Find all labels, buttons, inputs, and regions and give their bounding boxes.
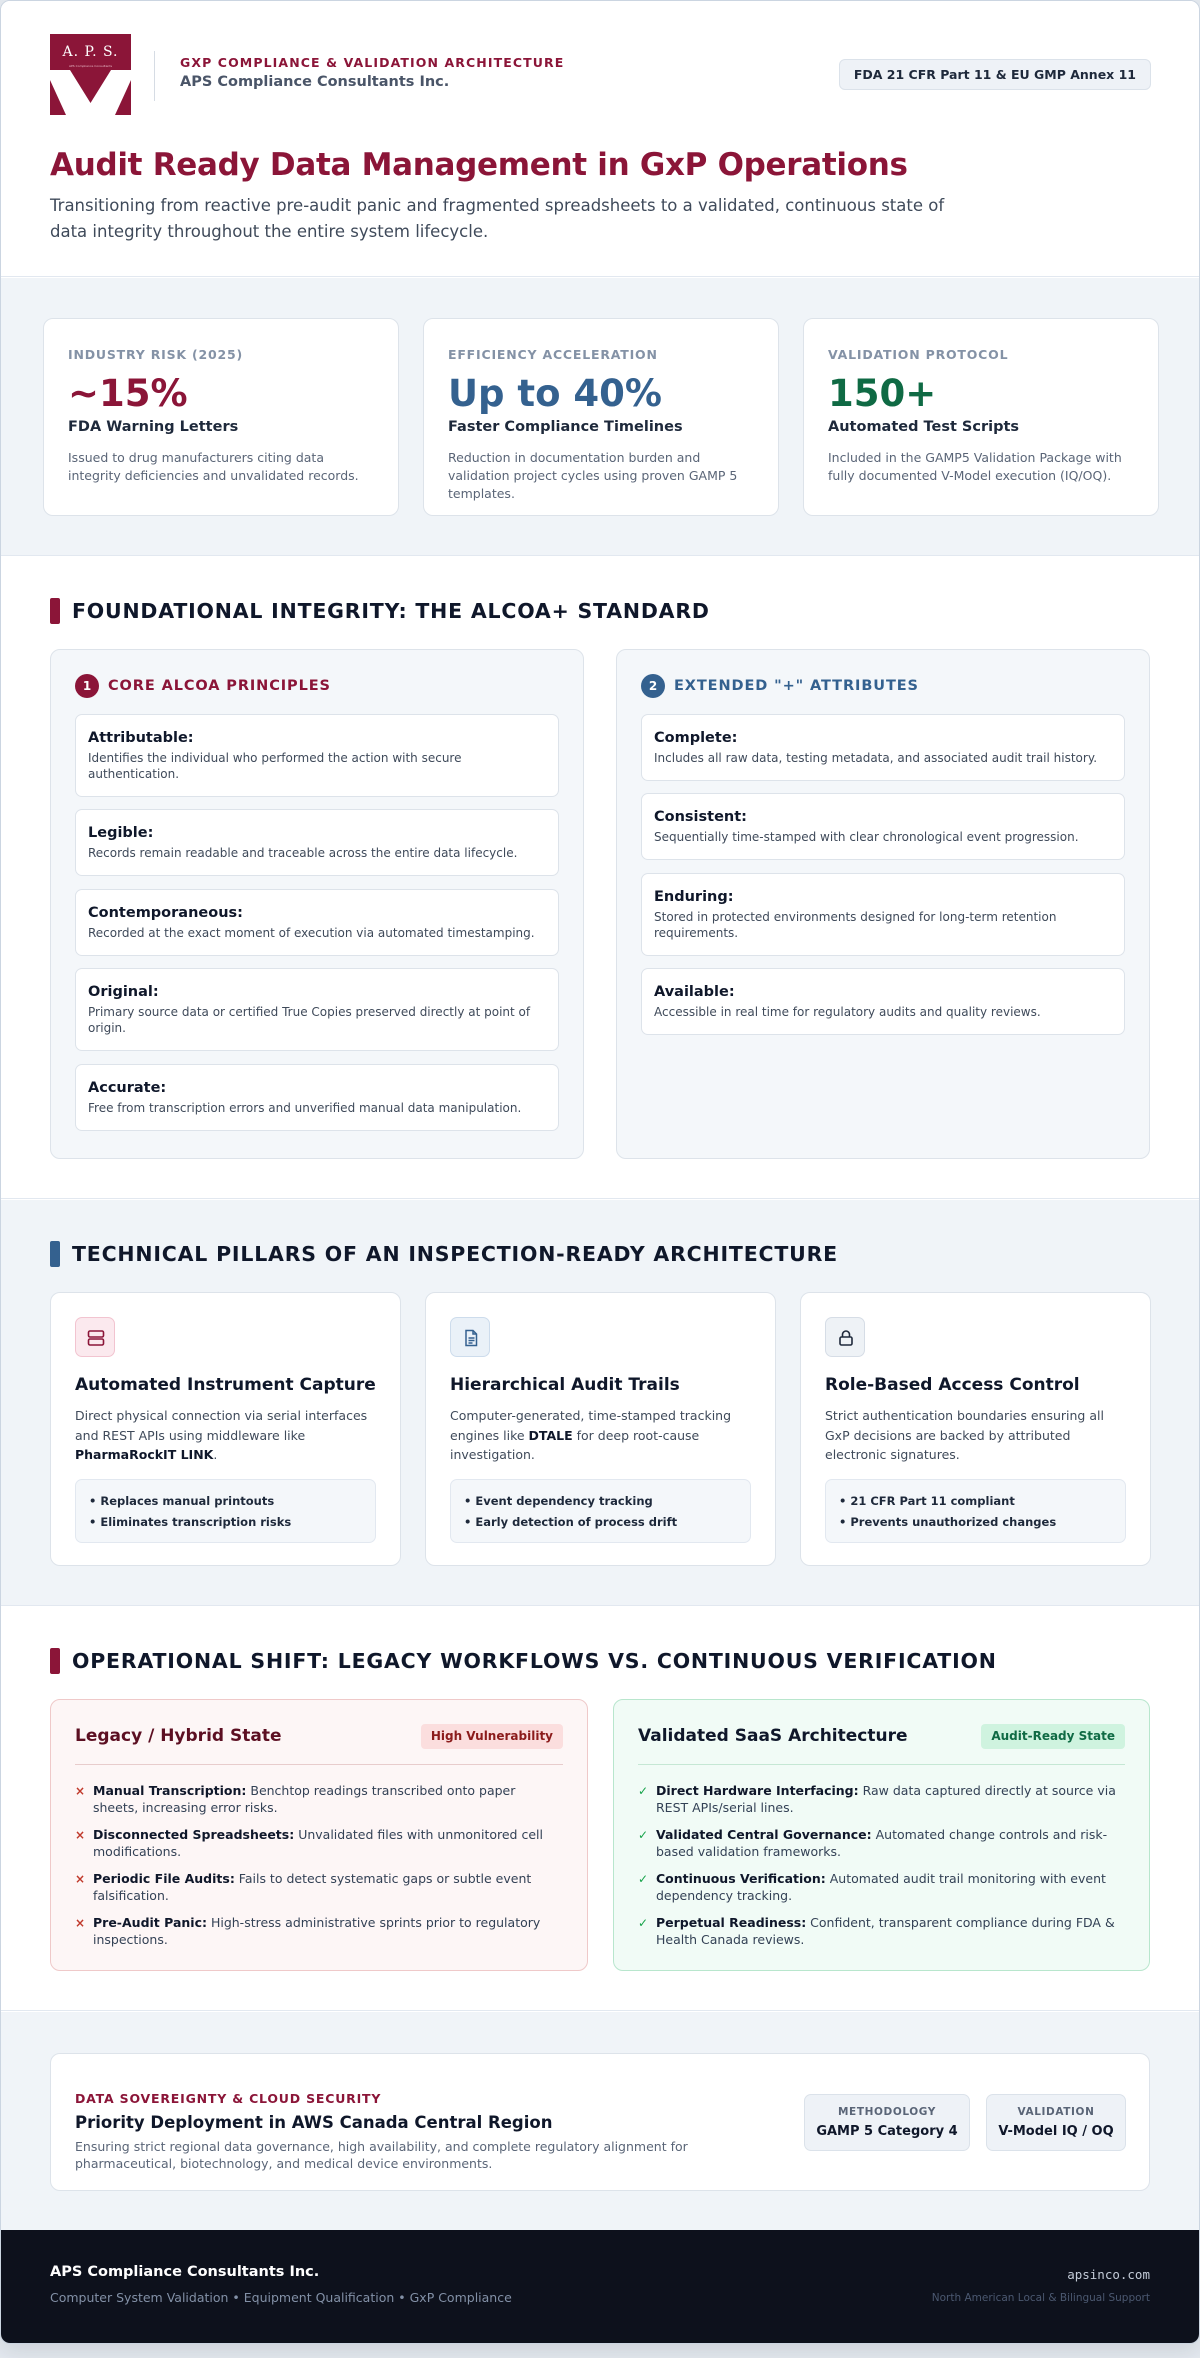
stat-description: Included in the GAMP5 Validation Package with fully documented V-Model execution (IQ/OQ). xyxy=(828,450,1122,483)
deployment-title: Priority Deployment in AWS Canada Central Region xyxy=(75,2113,553,2132)
deployment-card xyxy=(50,2053,1150,2191)
attribute-card-available xyxy=(641,968,1125,1035)
check-icon: ✓ xyxy=(638,1916,649,1930)
stat-card-efficiency xyxy=(423,318,779,516)
cross-icon: × xyxy=(75,1828,86,1842)
check-icon: ✓ xyxy=(638,1872,649,1886)
footer-services: Computer System Validation • Equipment Qualification • GxP Compliance xyxy=(50,2290,512,2305)
pillar-bullet: • 21 CFR Part 11 compliant xyxy=(839,1494,1015,1508)
footer-support-note: North American Local & Bilingual Support xyxy=(931,2292,1150,2304)
pillar-description: Direct physical connection via serial interfaces and REST APIs using middleware like PharmaRockIT LINK. xyxy=(75,1408,368,1462)
section-heading-text: FOUNDATIONAL INTEGRITY: THE ALCOA+ STANDARD xyxy=(72,599,710,623)
attribute-description: Stored in protected environments designed for long-term retention requirements. xyxy=(654,910,1057,940)
saas-list-item: ✓ Direct Hardware Interfacing: Raw data captured directly at source via REST APIs/serial lines. xyxy=(638,1783,1116,1815)
deployment-description: Ensuring strict regional data governance, high availability, and complete regulatory alignment for pharmaceutical, biotechnology, and medical device environments. xyxy=(75,2139,688,2171)
attribute-card-consistent xyxy=(641,793,1125,860)
principle-title: Contemporaneous: xyxy=(88,905,243,921)
logo-subtext: APS Compliance Consultants xyxy=(68,64,113,68)
principle-description: Recorded at the exact moment of execution via automated timestamping. xyxy=(88,926,535,940)
lock-icon xyxy=(825,1317,865,1357)
logo-text: A. P. S. xyxy=(62,44,119,60)
pillar-card-instrument-capture xyxy=(50,1292,401,1566)
heading-accent-bar xyxy=(50,598,60,624)
cross-icon: × xyxy=(75,1916,86,1930)
cross-icon: × xyxy=(75,1784,86,1798)
principle-title: Legible: xyxy=(88,825,154,841)
legacy-state-panel xyxy=(50,1699,588,1971)
technical-pillars-section xyxy=(1,1200,1199,1606)
attribute-description: Includes all raw data, testing metadata, and associated audit trail history. xyxy=(654,751,1098,765)
pillar-bullets xyxy=(450,1479,751,1543)
header-divider xyxy=(154,51,155,101)
company-name: APS Compliance Consultants Inc. xyxy=(180,74,450,90)
stat-card-validation xyxy=(803,318,1159,516)
saas-list-item: ✓ Continuous Verification: Automated audit trail monitoring with event dependency tracking. xyxy=(638,1871,1106,1903)
pillar-title: Hierarchical Audit Trails xyxy=(450,1375,680,1395)
pillar-bullet: • Event dependency tracking xyxy=(464,1494,653,1508)
pillar-bullet: • Early detection of process drift xyxy=(464,1515,678,1529)
stat-description: Reduction in documentation burden and validation project cycles using proven GAMP 5 templates. xyxy=(448,450,738,501)
principle-title: Accurate: xyxy=(88,1080,167,1096)
footer-website-link[interactable]: apsinco.com xyxy=(1067,2267,1150,2282)
attribute-title: Consistent: xyxy=(654,809,747,825)
stat-label: Automated Test Scripts xyxy=(828,419,1020,435)
page-title: Audit Ready Data Management in GxP Operations xyxy=(50,147,908,183)
panel-number-badge: 2 xyxy=(641,674,665,698)
pillar-bullets xyxy=(75,1479,376,1543)
pillar-card-audit-trails xyxy=(425,1292,776,1566)
pillar-title: Automated Instrument Capture xyxy=(75,1375,376,1395)
validation-value: V-Model IQ / OQ xyxy=(998,2124,1114,2139)
pillar-bullets xyxy=(825,1479,1126,1543)
deployment-section xyxy=(1,2012,1199,2230)
principle-card-original xyxy=(75,968,559,1051)
methodology-box xyxy=(804,2094,970,2151)
methodology-value: GAMP 5 Category 4 xyxy=(816,2124,958,2139)
pillar-title: Role-Based Access Control xyxy=(825,1375,1080,1395)
pillar-description: Computer-generated, time-stamped tracking engines like DTALE for deep root-cause investigation. xyxy=(450,1408,732,1462)
attribute-description: Accessible in real time for regulatory audits and quality reviews. xyxy=(654,1005,1041,1019)
principle-card-legible xyxy=(75,809,559,876)
core-alcoa-panel xyxy=(50,649,584,1159)
legacy-list xyxy=(75,1782,563,1958)
stat-label: FDA Warning Letters xyxy=(68,419,239,435)
legacy-title: Legacy / Hybrid State xyxy=(75,1726,282,1746)
document-icon xyxy=(450,1317,490,1357)
extended-attributes-panel xyxy=(616,649,1150,1159)
server-icon xyxy=(75,1317,115,1357)
section-heading-text: OPERATIONAL SHIFT: LEGACY WORKFLOWS VS. CONTINUOUS VERIFICATION xyxy=(72,1649,997,1673)
attribute-title: Complete: xyxy=(654,730,738,746)
deployment-kicker: DATA SOVEREIGNTY & CLOUD SECURITY xyxy=(75,2091,382,2106)
validation-box xyxy=(986,2094,1126,2151)
header xyxy=(1,1,1199,277)
stat-value: Up to 40% xyxy=(448,372,662,415)
section-heading-text: TECHNICAL PILLARS OF AN INSPECTION-READY ARCHITECTURE xyxy=(72,1242,838,1266)
heading-accent-bar xyxy=(50,1648,60,1674)
pillar-description: Strict authentication boundaries ensuring all GxP decisions are backed by attributed electronic signatures. xyxy=(825,1408,1104,1462)
pillar-bullet: • Replaces manual printouts xyxy=(89,1494,275,1508)
alcoa-section xyxy=(1,557,1199,1199)
saas-list-item: ✓ Validated Central Governance: Automated change controls and risk-based validation frameworks. xyxy=(638,1827,1108,1859)
stat-value: ~15% xyxy=(68,372,188,415)
check-icon: ✓ xyxy=(638,1784,649,1798)
vulnerability-badge: High Vulnerability xyxy=(421,1724,563,1749)
stat-kicker: VALIDATION PROTOCOL xyxy=(828,347,1009,362)
pillar-bullet: • Eliminates transcription risks xyxy=(89,1515,292,1529)
principle-card-accurate xyxy=(75,1064,559,1131)
stat-kicker: INDUSTRY RISK (2025) xyxy=(68,347,244,362)
panel-divider xyxy=(638,1764,1125,1765)
saas-list xyxy=(638,1782,1125,1958)
stats-section xyxy=(1,278,1199,556)
principle-description: Records remain readable and traceable across the entire data lifecycle. xyxy=(88,846,518,860)
pillar-bullet: • Prevents unauthorized changes xyxy=(839,1515,1057,1529)
heading-accent-bar xyxy=(50,1241,60,1267)
principle-card-contemporaneous xyxy=(75,889,559,956)
panel-divider xyxy=(75,1764,563,1765)
principle-title: Attributable: xyxy=(88,730,194,746)
stat-description: Issued to drug manufacturers citing data integrity deficiencies and unvalidated records. xyxy=(68,450,359,483)
methodology-label: METHODOLOGY xyxy=(838,2106,936,2118)
validation-label: VALIDATION xyxy=(1017,2106,1095,2118)
saas-architecture-panel xyxy=(613,1699,1150,1971)
stat-label: Faster Compliance Timelines xyxy=(448,419,683,435)
principle-description: Identifies the individual who performed the action with secure authentication. xyxy=(88,751,462,781)
panel-number-badge: 1 xyxy=(75,674,99,698)
footer-company-name: APS Compliance Consultants Inc. xyxy=(50,2264,320,2280)
saas-title: Validated SaaS Architecture xyxy=(638,1726,908,1746)
pillar-card-access-control xyxy=(800,1292,1151,1566)
middleware-name: PharmaRockIT LINK xyxy=(75,1447,214,1462)
stat-value: 150+ xyxy=(828,372,937,415)
page-subtitle: Transitioning from reactive pre-audit panic and fragmented spreadsheets to a validated, continuous state of data integrity throughout the entire system lifecycle. xyxy=(50,196,945,241)
principle-title: Original: xyxy=(88,984,159,1000)
saas-list-item: ✓ Perpetual Readiness: Confident, transparent compliance during FDA & Health Canada reviews. xyxy=(638,1915,1115,1947)
attribute-description: Sequentially time-stamped with clear chronological event progression. xyxy=(654,830,1079,844)
audit-ready-badge: Audit-Ready State xyxy=(981,1724,1125,1749)
footer xyxy=(1,2230,1199,2344)
check-icon: ✓ xyxy=(638,1828,649,1842)
attribute-card-complete xyxy=(641,714,1125,781)
legacy-list-item: × Manual Transcription: Benchtop readings transcribed onto paper sheets, increasing error risks. xyxy=(75,1783,516,1815)
attribute-title: Available: xyxy=(654,984,735,1000)
logo-chevron-icon xyxy=(50,70,131,115)
principle-card-attributable xyxy=(75,714,559,797)
panel-title: EXTENDED "+" ATTRIBUTES xyxy=(674,678,919,694)
principle-description: Free from transcription errors and unverified manual data manipulation. xyxy=(88,1101,522,1115)
stat-card-industry-risk xyxy=(43,318,399,516)
panel-title: CORE ALCOA PRINCIPLES xyxy=(108,678,331,694)
legacy-list-item: × Pre-Audit Panic: High-stress administrative sprints prior to regulatory inspections. xyxy=(75,1915,541,1947)
regulation-badge: FDA 21 CFR Part 11 & EU GMP Annex 11 xyxy=(839,59,1151,90)
legacy-list-item: × Periodic File Audits: Fails to detect systematic gaps or subtle event falsification. xyxy=(75,1871,532,1903)
principle-description: Primary source data or certified True Copies preserved directly at point of origin. xyxy=(88,1005,531,1035)
operational-shift-section xyxy=(1,1607,1199,2011)
company-logo xyxy=(50,34,131,115)
engine-name: DTALE xyxy=(528,1427,573,1443)
stat-kicker: EFFICIENCY ACCELERATION xyxy=(448,347,658,362)
legacy-list-item: × Disconnected Spreadsheets: Unvalidated files with unmonitored cell modifications. xyxy=(75,1827,543,1859)
cross-icon: × xyxy=(75,1872,86,1886)
brand-kicker: GXP COMPLIANCE & VALIDATION ARCHITECTURE xyxy=(180,55,565,70)
attribute-card-enduring xyxy=(641,873,1125,956)
attribute-title: Enduring: xyxy=(654,889,734,905)
